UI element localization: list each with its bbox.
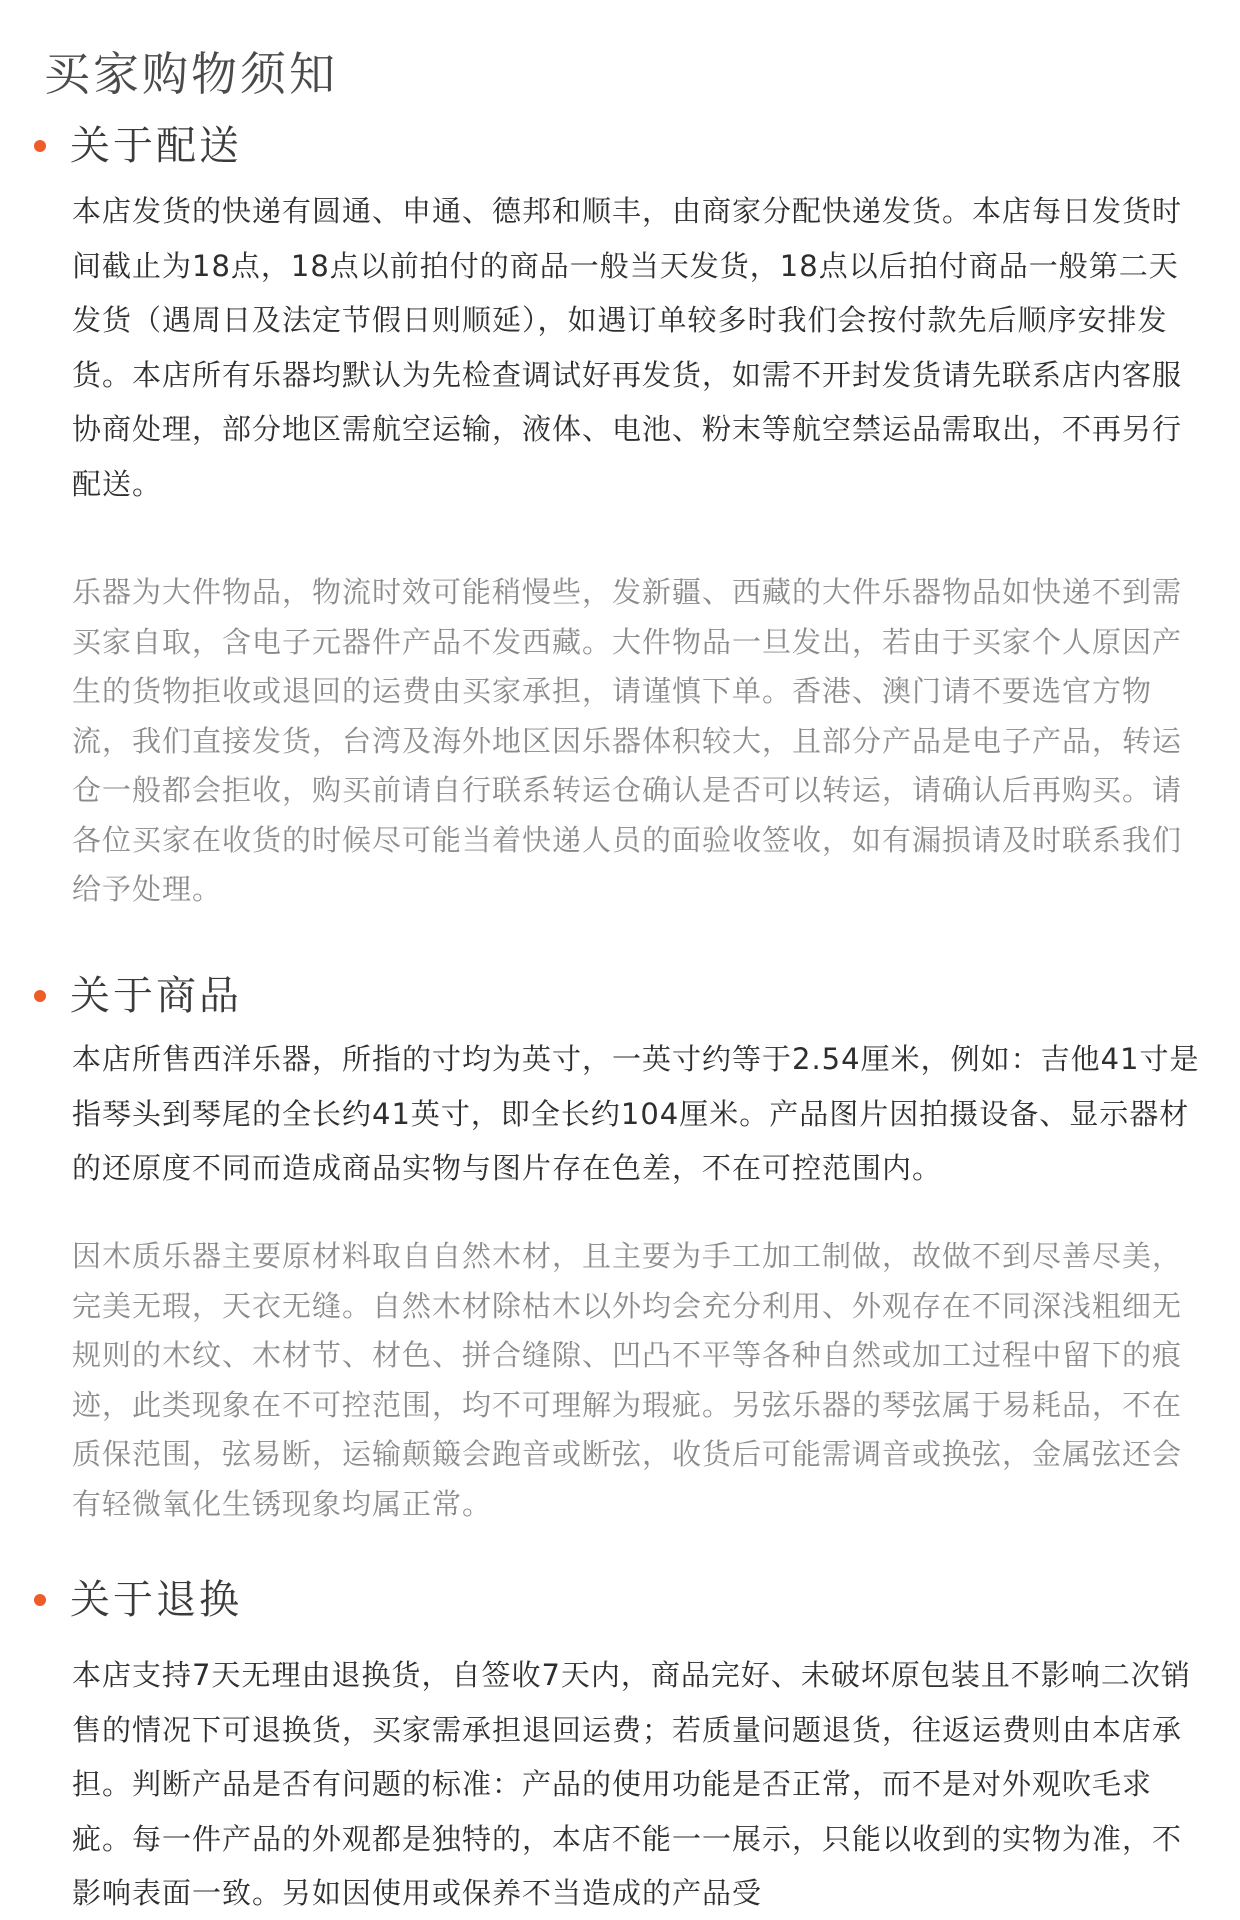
section-heading-products <box>34 968 242 1024</box>
delivery-paragraph-note: 乐器为大件物品，物流时效可能稍慢些，发新疆、西藏的大件乐器物品如快递不到需买家自取，含电子元器件产品不发西藏。大件物品一旦发出，若由于买家个人原因产生的货物拒收或退回的运费由买家承担，请谨慎下单。香港、澳门请不要选官方物流，我们直接发货，台湾及海外地区因乐器体积较大，且部分产品是电子产品，转运仓一般都会拒收，购买前请自行联系转运仓确认是否可以转运，请确认后再购买。请各位买家在收货的时候尽可能当着快递人员的面验收签收，如有漏损请及时联系我们给予处理。 <box>72 575 1183 906</box>
delivery-paragraph-main: 本店发货的快递有圆通、申通、德邦和顺丰，由商家分配快递发货。本店每日发货时间截止为18点，18点以前拍付的商品一般当天发货，18点以后拍付商品一般第二天发货（遇周日及法定节假日则顺延），如遇订单较多时我们会按付款先后顺序安排发货。本店所有乐器均默认为先检查调试好再发货，如需不开封发货请先联系店内客服协商处理，部分地区需航空运输，液体、电池、粉末等航空禁运品需取出，不再另行配送。 <box>72 194 1183 501</box>
products-paragraph-note: 因木质乐器主要原材料取自自然木材，且主要为手工加工制做，故做不到尽善尽美，完美无瑕，天衣无缝。自然木材除枯木以外均会充分利用、外观存在不同深浅粗细无规则的木纹、木材节、材色、拼合缝隙、凹凸不平等各种自然或加工过程中留下的痕迹，此类现象在不可控范围，均不可理解为瑕疵。另弦乐器的琴弦属于易耗品，不在质保范围，弦易断，运输颠簸会跑音或断弦，收货后可能需调音或换弦，金属弦还会有轻微氧化生锈现象均属正常。 <box>72 1239 1183 1521</box>
section-heading-delivery <box>34 118 242 174</box>
bullet-dot-icon <box>34 1594 46 1606</box>
page-title: 买家购物须知 <box>44 47 338 101</box>
returns-paragraph-main: 本店支持7天无理由退换货，自签收7天内，商品完好、未破坏原包装且不影响二次销售的情况下可退换货，买家需承担退回运费；若质量问题退货，往返运费则由本店承担。判断产品是否有问题的标准：产品的使用功能是否正常，而不是对外观吹毛求疵。每一件产品的外观都是独特的，本店不能一一展示，只能以收到的实物为准，不影响表面一致。另如因使用或保养不当造成的产品受 <box>72 1658 1191 1910</box>
bullet-dot-icon <box>34 990 46 1002</box>
bullet-dot-icon <box>34 140 46 152</box>
section-heading-label: 关于商品 <box>70 973 242 1019</box>
section-heading-label: 关于配送 <box>70 123 242 169</box>
section-heading-label: 关于退换 <box>70 1577 242 1623</box>
products-paragraph-main: 本店所售西洋乐器，所指的寸均为英寸，一英寸约等于2.54厘米，例如：吉他41寸是指琴头到琴尾的全长约41英寸，即全长约104厘米。产品图片因拍摄设备、显示器材的还原度不同而造成商品实物与图片存在色差，不在可控范围内。 <box>72 1042 1200 1185</box>
section-heading-returns <box>34 1572 242 1628</box>
